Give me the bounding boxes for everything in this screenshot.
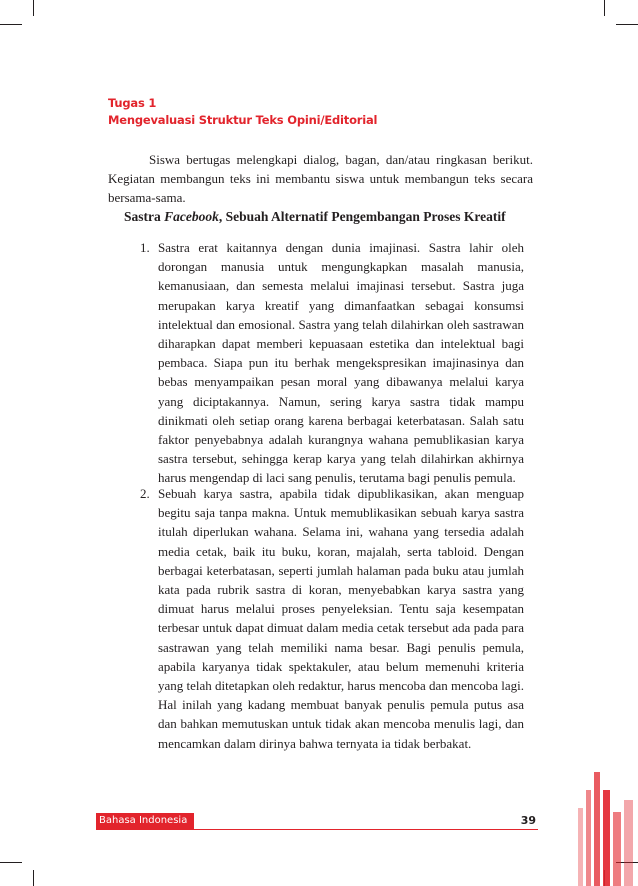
footer	[96, 813, 538, 830]
page-number: 39	[520, 814, 536, 827]
article-title-prefix: Sastra	[124, 209, 165, 224]
list-item-number: 2.	[140, 486, 150, 501]
article-title-italic: Facebook	[164, 209, 219, 224]
list-item	[140, 238, 524, 488]
list-item-text: Sebuah karya sastra, apabila tidak dipublikasikan, akan menguap begitu saja tanpa makna. Untuk memublikasikan sebuah karya sastra itulah diperlukan wahana. Selama ini, wahana yang tersedia adalah media cetak, baik itu buku, koran, majalah, serta tabloid. Dengan berbagai keterbatasan, seperti jumlah halaman pada buku atau jumlah kata pada rubrik sastra di koran, menyebabkan karya sastra yang dimuat harus melalui proses penyeleksian. Tentu saja kesempatan terbesar untuk dapat dimuat dalam media cetak tersebut ada pada para sastrawan yang telah memiliki nama besar. Bagi penulis pemula, apabila karyanya tidak spektakuler, atau belum memenuhi kriteria yang telah ditetapkan oleh redaktur, harus mencoba dan mencoba lagi. Hal inilah yang kadang membuat banyak penulis pemula putus asa dan bahkan memutuskan untuk tidak akan mencoba menulis lagi, dan mencamkan dalam dirinya bahwa ternyata ia tidak berbakat.	[158, 486, 524, 751]
intro-text: Siswa bertugas melengkapi dialog, bagan, dan/atau ringkasan berikut. Kegiatan membangun teks ini membantu siswa untuk membangun teks secara bersama-sama.	[108, 152, 533, 205]
decorative-stripe	[594, 772, 600, 886]
crop-mark	[0, 24, 22, 25]
article-title	[124, 209, 506, 225]
crop-mark	[0, 862, 22, 863]
list-item	[140, 484, 524, 753]
decorative-stripe	[578, 808, 583, 886]
decorative-stripe	[586, 790, 591, 886]
decorative-stripe	[613, 812, 621, 886]
crop-mark	[33, 870, 34, 886]
intro-paragraph	[108, 150, 533, 207]
decorative-stripe	[603, 790, 610, 886]
crop-mark	[604, 0, 605, 16]
crop-mark	[616, 24, 638, 25]
article-title-suffix: , Sebuah Alternatif Pengembangan Proses Kreatif	[218, 209, 506, 224]
task-label: Tugas 1	[108, 96, 157, 110]
crop-mark	[33, 0, 34, 16]
list-item-text: Sastra erat kaitannya dengan dunia imajinasi. Sastra lahir oleh dorongan manusia untuk mengungkapkan masalah manusia, kemanusiaan, dan semesta melalui imajinasi tersebut. Sastra juga merupakan karya kreatif yang dimanfaatkan sebagai konsumsi intelektual dan emosional. Sastra yang telah dilahirkan oleh sastrawan diharapkan dapat memberi kepuasaan estetika dan intelektual bagi pembaca. Siapa pun itu berhak mengekspresikan imajinasinya dan bebas menyampaikan pesan moral yang dibawanya melalui karya yang diciptakannya. Namun, sering karya sastra tidak mampu dinikmati oleh setiap orang karena berbagai keterbatasan. Salah satu faktor penyebabnya adalah kurangnya wahana pemublikasian karya sastra tersebut, sehingga kerap karya yang telah dilahirkan akhirnya harus mengendap di laci sang penulis, terutama bagi penulis pemula.	[158, 240, 524, 486]
decorative-stripe	[624, 800, 633, 886]
book-title: Bahasa Indonesia	[96, 813, 194, 829]
task-subtitle: Mengevaluasi Struktur Teks Opini/Editorial	[108, 113, 378, 127]
list-item-number: 1.	[140, 240, 150, 255]
